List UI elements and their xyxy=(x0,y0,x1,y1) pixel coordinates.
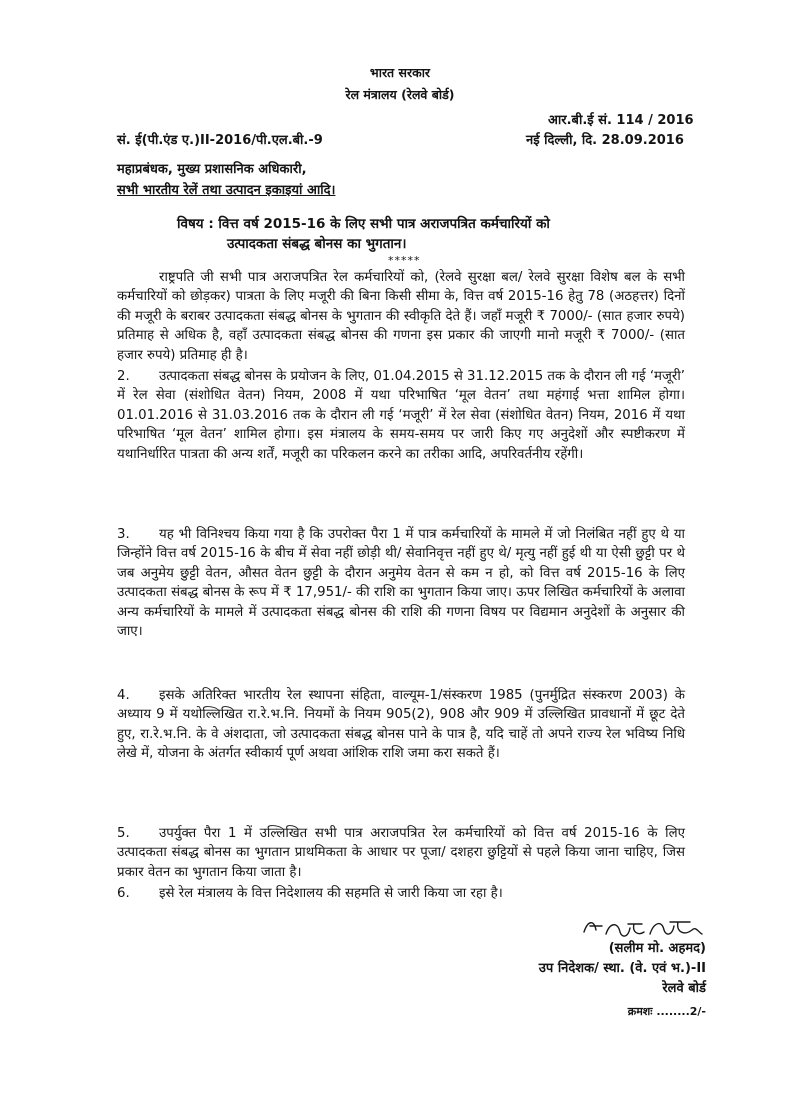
signatory-name: (सलीम मो. अहमद) xyxy=(608,941,706,956)
separator-stars: ***** xyxy=(388,254,421,267)
place-date: नई दिल्ली, दि. 28.09.2016 xyxy=(526,133,684,148)
paragraph-3 xyxy=(117,525,685,641)
government-heading: भारत सरकार xyxy=(369,65,431,80)
subject-line-2: उत्पादकता संबद्ध बोनस का भुगतान। xyxy=(227,236,407,252)
subject-block xyxy=(177,214,550,254)
paragraph-6-number: 6. xyxy=(117,886,130,901)
paragraph-3-number: 3. xyxy=(117,527,130,542)
ministry-heading: रेल मंत्रालय (रेलवे बोर्ड) xyxy=(345,87,455,102)
continuation-note: क्रमशः ........2/- xyxy=(627,1005,706,1018)
paragraph-4 xyxy=(117,686,685,764)
paragraph-2-text: उत्पादकता संबद्ध बोनस के प्रयोजन के लिए, 01.04.2015 से 31.12.2015 तक के दौरान ली गई ‘मजूरी’ में रेल सेवा (संशोधित वेतन) नियम, 2008 में यथा परिभाषित ‘मूल वेतन’ तथा महंगाई भत्ता शामिल होगा। 01.01.2016 से 31.03.2016 तक के दौरान ली गई ‘मजूरी’ में रेल सेवा (संशोधित वेतन) नियम, 2016 में यथा परिभाषित ‘मूल वेतन’ शामिल होगा। इस मंत्रालय के समय-समय पर जारी किए गए अनुदेशों और स्पष्टीकरण में यथानिर्धारित पात्रता की अन्य शर्तें, मजूरी का परिकलन करने का तरीका आदि, अपरिवर्तनीय रहेंगी। xyxy=(117,369,685,462)
file-number: सं. ई(पी.एंड ए.)II-2016/पी.एल.बी.-9 xyxy=(117,133,323,148)
subject-line-1: विषय : वित्त वर्ष 2015-16 के लिए सभी पात्र अराजपत्रित कर्मचारियों को xyxy=(177,216,550,232)
paragraph-6 xyxy=(117,884,685,903)
paragraph-2 xyxy=(117,367,685,464)
paragraph-4-number: 4. xyxy=(117,688,130,703)
paragraph-3-text: यह भी विनिश्चय किया गया है कि उपरोक्त पैरा 1 में पात्र कर्मचारियों के मामले में जो निलंबित नहीं हुए थे या जिन्होंने वित्त वर्ष 2015-16 के बीच में सेवा नहीं छोड़ी थी/ सेवानिवृत्त नहीं हुए थे/ मृत्यु नहीं हुई थी या ऐसी छुट्टी पर थे जब अनुमेय छुट्टी वेतन, औसत वेतन छुट्टी के दौरान अनुमेय वेतन से कम न हो, को वित्त वर्ष 2015-16 के लिए उत्पादकता संबद्ध बोनस के रूप में ₹ 17,951/- की राशि का भुगतान किया जाए। ऊपर लिखित कर्मचारियों के अलावा अन्य कर्मचारियों के मामले में उत्पादकता संबद्ध बोनस की राशि की गणना विषय पर विद्यमान अनुदेशों के अनुसार की जाए। xyxy=(117,527,685,640)
addressee-line-1: महाप्रबंधक, मुख्य प्रशासनिक अधिकारी, xyxy=(117,162,307,177)
paragraph-1: राष्ट्रपति जी सभी पात्र अराजपत्रित रेल कर्मचारियों को, (रेलवे सुरक्षा बल/ रेलवे सुरक्षा विशेष बल के सभी कर्मचारियों को छोड़कर) पात्रता के लिए मजूरी की बिना किसी सीमा के, वित्त वर्ष 2015-16 हेतु 78 (अठहत्तर) दिनों की मजूरी के बराबर उत्पादकता संबद्ध बोनस के भुगतान की स्वीकृति देते हैं। जहाँ मजूरी ₹ 7000/- (सात हजार रुपये) प्रतिमाह से अधिक है, वहाँ उत्पादकता संबद्ध बोनस की गणना इस प्रकार की जाएगी मानो मजूरी ₹ 7000/- (सात हजार रुपये) प्रतिमाह ही है। xyxy=(117,270,685,363)
signatory-designation: उप निदेशक/ स्था. (वे. एवं भ.)-II xyxy=(538,961,706,976)
paragraph-5-text: उपर्युक्त पैरा 1 में उल्लिखित सभी पात्र अराजपत्रित रेल कर्मचारियों को वित्त वर्ष 2015-16 के लिए उत्पादकता संबद्ध बोनस का भुगतान प्राथमिकता के आधार पर पूजा/ दशहरा छुट्टियों से पहले किया जाना चाहिए, जिस प्रकार वेतन का भुगतान किया जाता है। xyxy=(117,826,685,880)
paragraph-6-text: इसे रेल मंत्रालय के वित्त निदेशालय की सहमति से जारी किया जा रहा है। xyxy=(159,886,503,901)
paragraph-4-text: इसके अतिरिक्त भारतीय रेल स्थापना संहिता, वाल्यूम-1/संस्करण 1985 (पुनर्मुद्रित संस्करण 2003) के अध्याय 9 में यथोल्लिखित रा.रे.भ.नि. नियमों के नियम 905(2), 908 और 909 में उल्लिखित प्रावधानों में छूट देते हुए, रा.रे.भ.नि. के वे अंशदाता, जो उत्पादकता संबद्ध बोनस पाने के पात्र है, यदि चाहें तो अपने राज्य रेल भविष्य निधि लेखे में, योजना के अंतर्गत स्वीकार्य पूर्ण अथवा आंशिक राशि जमा करा सकते हैं। xyxy=(117,688,685,762)
signatory-office: रेलवे बोर्ड xyxy=(662,981,706,996)
rbe-number: आर.बी.ई सं. 114 / 2016 xyxy=(548,113,694,128)
paragraph-5 xyxy=(117,824,685,882)
paragraph-2-number: 2. xyxy=(117,369,130,384)
paragraph-5-number: 5. xyxy=(117,826,130,841)
addressee-line-2: सभी भारतीय रेलें तथा उत्पादन इकाइयां आदि। xyxy=(117,183,336,198)
